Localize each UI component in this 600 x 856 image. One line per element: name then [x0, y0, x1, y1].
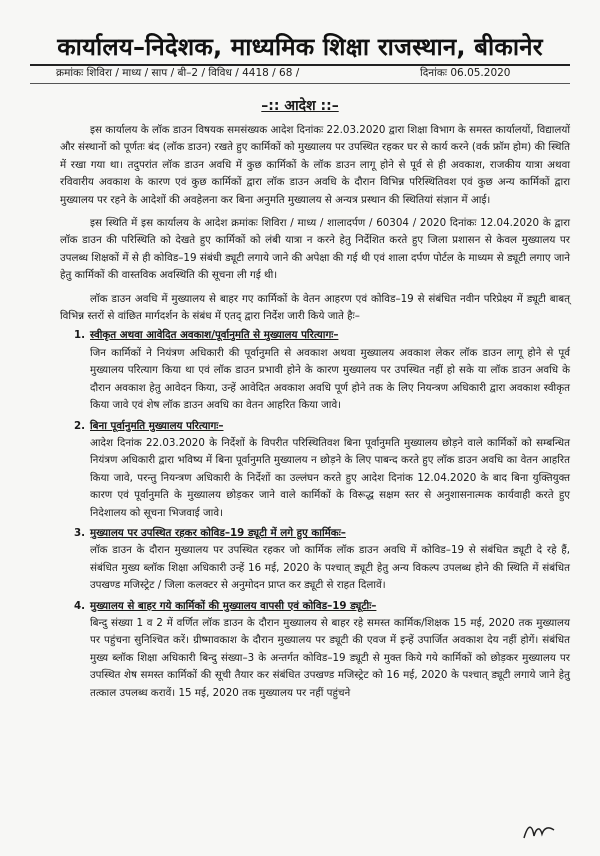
section-number: 2.: [74, 419, 86, 432]
order-date: दिनांकः 06.05.2020: [420, 67, 511, 79]
section-heading: मुख्यालय पर उपस्थित रहकर कोविड–19 ड्यूटी में लगे हुए कार्मिकः–: [90, 526, 346, 539]
ref-divider: [30, 83, 570, 84]
section-2: [60, 418, 570, 522]
section-number: 3.: [74, 526, 86, 539]
reference-number: क्रमांकः शिविरा / माध्य / साप / बी–2 / विविध / 4418 / 68 /: [56, 67, 300, 79]
section-4: [60, 598, 570, 702]
section-heading: बिना पूर्वानुमति मुख्यालय परित्यागः–: [90, 419, 224, 432]
section-heading: मुख्यालय से बाहर गये कार्मिकों की मुख्यालय वापसी एवं कोविड–19 ड्यूटीः–: [90, 599, 377, 612]
office-title: कार्यालय–निदेशक, माध्यमिक शिक्षा राजस्थान, बीकानेर: [57, 33, 543, 61]
paragraph-intro: इस कार्यालय के लॉक डाउन विषयक समसंख्यक आदेश दिनांकः 22.03.2020 द्वारा शिक्षा विभाग के समस्त कार्यालयों, विद्यालयों और संस्थानों को पूर्णतः बंद (लॉक डाउन) रखते हुए कार्मिकों को मुख्यालय पर उपस्थित रहकर घर से कार्य करने (वर्क फ्रॉम होम) की स्थिति में रखा गया था। तदुपरांत लॉक डाउन अवधि में कुछ कार्मिकों के लॉक डाउन लागू होने से पूर्व से ही अवकाश, राजकीय यात्रा अथवा रविवारीय अवकाश के कारण एवं कुछ कार्मिकों द्वारा लॉक डाउन अवधि के दौरान विभिन्न परिस्थितिवश एवं कुछ अन्य कार्मिकों द्वारा मुख्यालय पर रहने के आदेशों की अवहेलना कर बिना अनुमति मुख्यालय से अन्यत्र प्रस्थान की स्थितियां संज्ञान में आई।: [60, 124, 570, 206]
paragraph-directions: लॉक डाउन अवधि में मुख्यालय से बाहर गए कार्मिकों के वेतन आहरण एवं कोविड–19 से संबंधित नवीन परिप्रेक्ष्य में ड्यूटी बाबत् विभिन्न स्तरों से वांछित मार्गदर्शन के संबंध में एतद् द्वारा निर्देश जारी किये जाते हैः–: [60, 292, 570, 323]
signature-mark: [520, 820, 560, 844]
paragraph-context: इस स्थिति में इस कार्यालय के आदेश क्रमांकः शिविरा / माध्य / शालादर्पण / 60304 / 2020 दिनांकः 12.04.2020 के द्वारा लॉक डाउन की परिस्थिति को देखते हुए कार्मिकों को लंबी यात्रा न करने हेतु निर्देशित करते हुए जिला प्रशासन से केवल मुख्यालय पर उपलब्ध शिक्षकों में से ही कोविड–19 संबंधी ड्यूटी लगाये जाने की अपेक्षा की गई थी एवं शाला दर्पण पोर्टल के माध्यम से ड्यूटी लगाए जाने हेतु कार्मिकों की वास्तविक अवस्थिति की सूचना ली गई थी।: [60, 217, 570, 282]
order-title: –:: आदेश ::–: [261, 98, 339, 114]
section-3: [60, 525, 570, 595]
section-text: जिन कार्मिकों ने नियंत्रण अधिकारी की पूर्वानुमति से अवकाश अथवा मुख्यालय अवकाश लेकर लॉक डाउन लागू होने से पूर्व मुख्यालय परित्याग किया था एवं लॉक डाउन प्रभावी होने के कारण मुख्यालय पर उपस्थित नहीं हो सके या लॉक डाउन अवधि के दौरान अवकाश हेतु आवेदन किया, उन्हें आवेदित अवकाश अवधि पूर्ण होने तक के लिए नियन्त्रण अधिकारी द्वारा अवकाश स्वीकृत किया जावे एवं शेष लॉक डाउन अवधि का वेतन आहरित किया जावे।: [90, 346, 570, 412]
section-1: [60, 327, 570, 414]
section-heading: स्वीकृत अथवा आवेदित अवकाश/पूर्वानुमति से मुख्यालय परित्यागः–: [90, 329, 339, 342]
section-text: लॉक डाउन के दौरान मुख्यालय पर उपस्थित रहकर जो कार्मिक लॉक डाउन अवधि में कोविड–19 से संबंधित ड्यूटी दे रहे हैं, संबंधित मुख्य ब्लॉक शिक्षा अधिकारी उन्हें 16 मई, 2020 के पश्चात् ड्यूटी हेतु अन्य विकल्प उपलब्ध होने की स्थिति में संबंधित उपखण्ड मजिस्ट्रेट / जिला कलक्टर से अनुमोदन प्राप्त कर ड्यूटी से राहत दिलावें।: [90, 544, 570, 592]
section-text: बिन्दु संख्या 1 व 2 में वर्णित लॉक डाउन के दौरान मुख्यालय से बाहर रहे समस्त कार्मिक/शिक्षक 15 मई, 2020 तक मुख्यालय पर पहुंचना सुनिश्चित करें। ग्रीष्मावकाश के दौरान मुख्यालय पर ड्यूटी की एवज में इन्हें उपार्जित अवकाश देय नहीं होगें। संबंधित मुख्य ब्लॉक शिक्षा अधिकारी बिन्दु संख्या–3 के अन्तर्गत कोविड–19 ड्यूटी से मुक्त किये गये कार्मिकों को छोड़कर मुख्यालय पर उपस्थित शेष समस्त कार्मिकों की सूची तैयार कर संबंधित उपखण्ड मजिस्ट्रेट को 16 मई, 2020 के पश्चात् ड्यूटी लगाये जाने हेतु तत्काल उपलब्ध करावें। 15 मई, 2020 तक मुख्यालय पर नहीं पहुंचने: [90, 616, 570, 699]
section-number: 1.: [74, 329, 86, 342]
section-number: 4.: [74, 599, 86, 612]
order-body: [60, 122, 570, 705]
section-text: आदेश दिनांक 22.03.2020 के निर्देशों के विपरीत परिस्थितिवश बिना पूर्वानुमति मुख्यालय छोड़ने वाले कार्मिकों को सम्बन्धित नियंत्रण अधिकारी द्वारा भविष्य में बिना पूर्वानुमति मुख्यालय न छोड़ने के लिए पाबन्द करते हुए लॉक डाउन अवधि का वेतन आहरित किया जावे, परन्तु नियन्त्रण अधिकारी के निर्देशों का उल्लंघन करते हुए आदेश दिनांक 12.04.2020 के बाद बिना युक्तियुक्त कारण एवं पूर्वानुमति के मुख्यालय छोड़कर जाने वाले कार्मिकों के विरूद्ध सक्षम स्तर से अनुशासनात्मक कार्यवाही करते हुए निदेशालय को सूचना भिजवाई जावे।: [90, 436, 570, 519]
